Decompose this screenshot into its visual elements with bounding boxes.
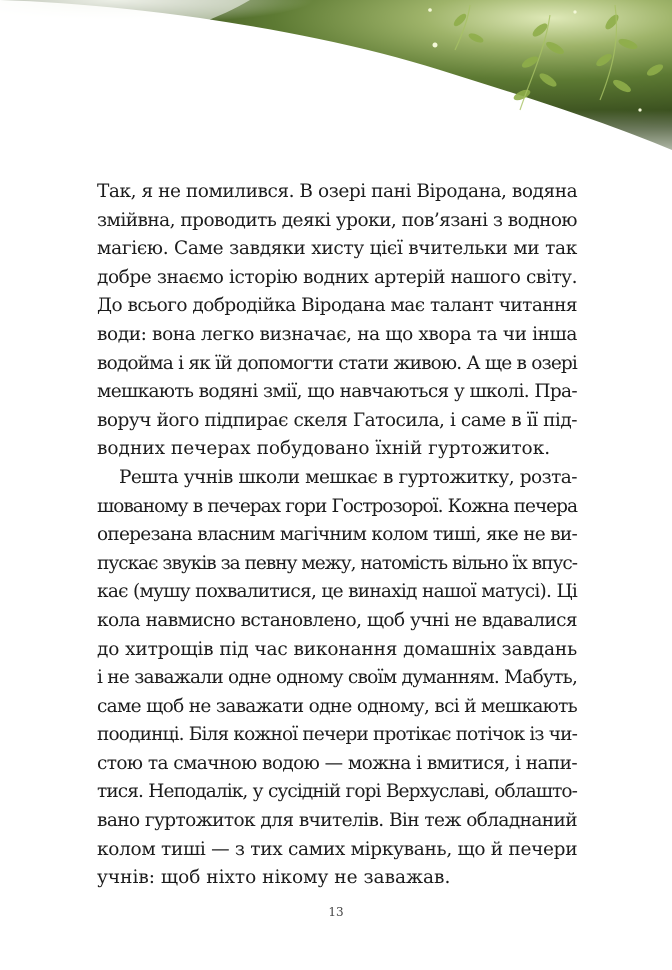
green-foliage-illustration-icon [0, 0, 672, 175]
text-line: і не заважали одне одному своїм думанням. Мабуть, [97, 667, 578, 689]
page-number: 13 [328, 905, 344, 919]
text-line: змійвна, проводить деякі уроки, пов’язані з водною [97, 209, 577, 231]
paragraph-2 [97, 464, 577, 893]
text-line: воруч його підпирає скеля Гатосила, і саме в її під- [97, 409, 577, 431]
text-line: саме щоб не заважати одне одному, всі й мешкають [97, 695, 577, 717]
text-line: учнів: щоб ніхто нікому не заважав. [97, 867, 451, 889]
text-line: до хитрощів під час виконання домашніх завдань [97, 638, 577, 660]
text-line: поодинці. Біля кожної печери протікає потічок із чи- [97, 724, 577, 746]
text-line: шованому в печерах гори Гострозорої. Кожна печера [97, 495, 577, 517]
text-line: Решта учнів школи мешкає в гуртожитку, розта- [119, 466, 577, 488]
text-line: оперезана власним магічним колом тиші, яке не ви- [97, 524, 577, 546]
text-line: До всього добродійка Віродана має талант читання [97, 295, 577, 317]
text-line: колом тиші — з тих самих міркувань, що й печери [97, 838, 578, 860]
text-line: мешкають водяні змії, що навчаються у школі. Пра- [97, 381, 577, 403]
text-line: водних печерах побудовано їхній гуртожиток. [97, 438, 551, 460]
body-text [97, 178, 577, 893]
text-line: води: вона легко визначає, на що хвора та чи інша [97, 323, 577, 345]
text-line: Так, я не помилився. В озері пані Віродана, водяна [97, 181, 578, 202]
text-line: стою та смачною водою — можна і вмитися, і напи- [97, 752, 577, 774]
text-line: магією. Саме завдяки хисту цієї вчительки ми так [97, 238, 577, 260]
text-line: кає (мушу похвалитися, це винахід нашої матусі). Ці [97, 581, 577, 603]
text-line: пускає звуків за певну межу, натомість вільно їх впус- [97, 552, 577, 574]
text-line: вано гуртожиток для вчителів. Він теж обладнаний [97, 810, 577, 832]
text-line: тися. Неподалік, у сусідній горі Верхуславі, облашто- [97, 781, 577, 803]
paragraph-1 [97, 178, 577, 464]
text-line: кола навмисно встановлено, щоб учні не вдавалися [97, 609, 577, 631]
text-line: добре знаємо історію водних артерій нашого світу. [97, 266, 577, 288]
text-line: водойма і як їй допомогти стати живою. А ще в озері [97, 352, 577, 374]
